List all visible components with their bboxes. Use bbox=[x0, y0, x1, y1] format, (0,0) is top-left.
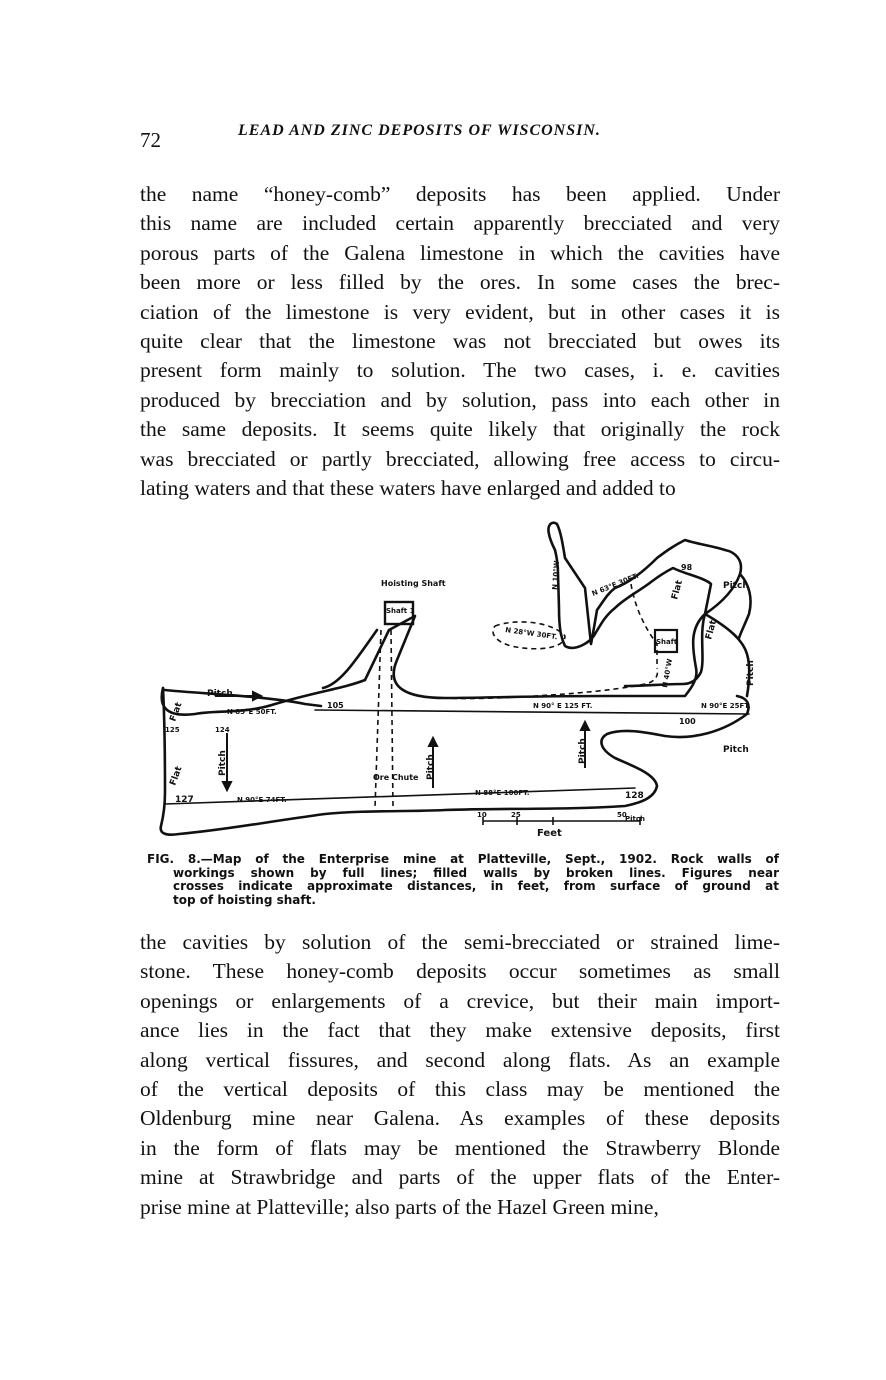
bearing-label: N 90°E 25FT. bbox=[701, 702, 751, 710]
hoisting-shaft-label: Hoisting Shaft bbox=[381, 579, 446, 588]
filled-wall-right bbox=[631, 584, 657, 668]
text-line: lating waters and that these waters have enlarged and added to bbox=[140, 476, 676, 501]
bearing-label: N 63°E 30FT. bbox=[590, 571, 640, 598]
caption-line: crosses indicate approximate distances, in feet, from surface of ground at bbox=[173, 879, 779, 893]
bearing-label: N 85°E 50FT. bbox=[227, 708, 277, 716]
text-line: the name “honey-comb” deposits has been applied. Under bbox=[140, 182, 780, 206]
lower-main-drift bbox=[165, 788, 635, 804]
pitch-label: Pitch bbox=[218, 750, 228, 776]
text-line: produced by brecciation and by solution, pass into each other in bbox=[140, 387, 780, 412]
page-number: 72 bbox=[140, 128, 161, 152]
depth-label: 124 bbox=[215, 726, 230, 734]
scale-label: 25 bbox=[511, 811, 521, 819]
ore-chute-label: Ore Chute bbox=[373, 773, 419, 782]
text-line: been more or less filled by the ores. In some cases the brec- bbox=[140, 270, 780, 295]
body-paragraph-1 bbox=[140, 180, 780, 503]
depth-label: 125 bbox=[165, 726, 180, 734]
pitch-label: Pitch bbox=[723, 581, 749, 591]
depth-label: 100 bbox=[679, 717, 696, 726]
text-line: the cavities by solution of the semi-brecciated or strained lime- bbox=[140, 930, 780, 954]
pitch-label: Pitch bbox=[578, 738, 588, 764]
filled-wall-upper bbox=[443, 668, 658, 699]
pitch-label: Pitch bbox=[426, 754, 436, 780]
pitch-label: Pitch bbox=[207, 689, 233, 699]
caption-line: workings shown by full lines; filled walls by broken lines. Figures near bbox=[173, 865, 779, 880]
text-line: mine at Strawbridge and parts of the upper flats of the Enter- bbox=[140, 1165, 780, 1190]
text-line: present form mainly to solution. The two cases, i. e. cavities bbox=[140, 358, 780, 383]
pitch-label: Pitch bbox=[746, 660, 756, 686]
caption-line: top of hoisting shaft. bbox=[173, 892, 316, 907]
text-line: stone. These honey-comb deposits occur sometimes as small bbox=[140, 959, 780, 984]
text-line: porous parts of the Galena limestone in which the cavities have bbox=[140, 240, 780, 265]
text-line: ance lies in the fact that they make extensive deposits, first bbox=[140, 1018, 780, 1043]
depth-label: 127 bbox=[175, 795, 194, 805]
depth-label: 128 bbox=[625, 791, 644, 801]
shaft-drift bbox=[323, 630, 377, 688]
text-line: was brecciated or partly brecciated, allowing free access to circu- bbox=[140, 446, 780, 471]
mine-outline bbox=[162, 523, 741, 715]
flat-label: Flat bbox=[704, 619, 719, 641]
main-drift bbox=[315, 710, 749, 714]
scale-label: 50 bbox=[617, 811, 627, 819]
text-line: the same deposits. It seems quite likely that originally the rock bbox=[140, 417, 780, 442]
shaft-1-label: Shaft 1 bbox=[386, 607, 415, 615]
pitch-label: Pitch bbox=[625, 815, 646, 823]
running-title: LEAD AND ZINC DEPOSITS OF WISCONSIN. bbox=[238, 122, 601, 139]
feet-label: Feet bbox=[537, 828, 562, 839]
text-line: this name are included certain apparently brecciated and very bbox=[140, 211, 780, 236]
caption-line: FIG. 8.—Map of the Enterprise mine at Platteville, Sept., 1902. Rock walls of bbox=[147, 852, 779, 866]
bearing-label: N 88°E 100FT. bbox=[475, 789, 530, 797]
bearing-label: N 90°E 74FT. bbox=[237, 796, 287, 804]
flat-label: Flat bbox=[168, 701, 185, 724]
mine-map-figure bbox=[145, 518, 765, 848]
text-line: prise mine at Platteville; also parts of the Hazel Green mine, bbox=[140, 1194, 659, 1219]
depth-label: 98 bbox=[681, 563, 693, 572]
text-line: Oldenburg mine near Galena. As examples of these deposits bbox=[140, 1106, 780, 1131]
bearing-label: N 10°W bbox=[551, 560, 562, 591]
figure-caption bbox=[147, 853, 787, 907]
scale-label: 10 bbox=[477, 811, 487, 819]
text-line: openings or enlargements of a crevice, but their main import- bbox=[140, 988, 780, 1013]
text-line: along vertical fissures, and second along flats. As an example bbox=[140, 1047, 780, 1072]
shaft-2-label: Shaft bbox=[656, 638, 678, 646]
text-line: in the form of flats may be mentioned the Strawberry Blonde bbox=[140, 1135, 780, 1160]
flat-label: Flat bbox=[168, 765, 185, 788]
text-line: ciation of the limestone is very evident, but in other cases it is bbox=[140, 299, 780, 324]
bearing-label: N 90° E 125 FT. bbox=[533, 702, 593, 710]
body-paragraph-2 bbox=[140, 928, 780, 1222]
bearing-label: N 40°W bbox=[661, 658, 675, 689]
depth-label: 105 bbox=[327, 701, 344, 710]
text-line: quite clear that the limestone was not brecciated but owes its bbox=[140, 329, 780, 354]
mine-map bbox=[145, 518, 765, 848]
text-line: of the vertical deposits of this class may be mentioned the bbox=[140, 1077, 780, 1102]
pitch-label: Pitch bbox=[723, 745, 749, 755]
bearing-label: N 28°W 30FT. bbox=[504, 626, 558, 642]
flat-label: Flat bbox=[670, 579, 685, 601]
